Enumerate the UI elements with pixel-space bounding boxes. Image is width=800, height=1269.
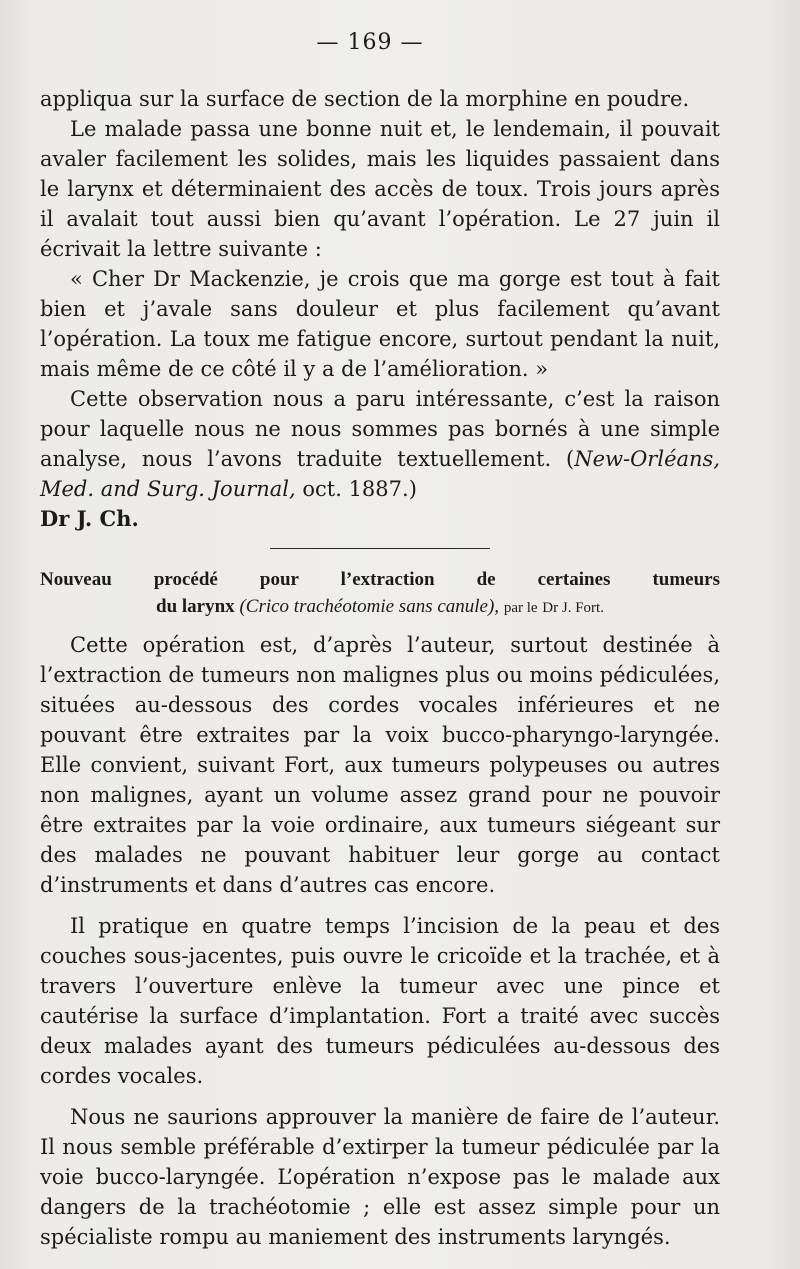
article-title-line2 [40, 593, 720, 622]
article-subtitle: (Crico trachéotomie sans canule), [239, 596, 500, 617]
paragraph-2: Le malade passa une bonne nuit et, le lendemain, il pouvait avaler facilement les solides, mais les liquides passaient dans le larynx et déterminaient des accès de toux. Trois jours après il avalait tout aussi bien qu’avant l’opération. Le 27 juin il écrivait la lettre suivante : [40, 117, 720, 261]
article-author: Dr J. Fort. [542, 600, 604, 616]
article-title-end: du larynx [156, 596, 235, 617]
paragraph-6: Il pratique en quatre temps l’incision de la peau et des couches sous-jacentes, puis ouvre le cricoïde et la trachée, et à travers l’ouverture enlève la tumeur avec une pince et cautérise la surface d’implantation. Fort a traité avec succès deux malades ayant des tumeurs pédiculées au-dessous des cordes vocales. [40, 914, 720, 1088]
article-heading [40, 566, 720, 622]
journal-title: New-Orléans, Med. and Surg. Journal, [40, 447, 720, 501]
page-text [40, 84, 720, 1252]
signature: Dr J. Ch. [40, 506, 139, 531]
paragraph-source [40, 384, 720, 504]
author-prefix: par le [503, 600, 538, 616]
quoted-letter: « Cher Dr Mackenzie, je crois que ma gorge est tout à fait bien et j’avale sans douleur et plus facilement qu’avant l’opération. La toux me fatigue encore, surtout pendant la nuit, mais même de ce côté il y a de l’amélioration. » [40, 267, 720, 381]
source-text: Cette observation nous a paru intéressante, c’est la raison pour laquelle nous ne nous sommes pas bornés à une simple analyse, nous l’avons traduite textuellement. ( [40, 387, 720, 471]
section-divider [270, 548, 490, 549]
paragraph-7: Nous ne saurions approuver la manière de faire de l’auteur. Il nous semble préférable d’extirper la tumeur pédiculée par la voie bucco-laryngée. L’opération n’expose pas le malade aux dangers de la trachéotomie ; elle est assez simple pour un spécialiste rompu au maniement des instruments laryngés. [40, 1105, 720, 1249]
article-title: Nouveau procédé pour l’extraction de certaines tumeurs [40, 569, 720, 590]
paragraph-5: Cette opération est, d’après l’auteur, surtout destinée à l’extraction de tumeurs non malignes plus ou moins pédiculées, situées au-dessous des cordes vocales inférieures et ne pouvant être extraites par la voix bucco-pharyngo-laryngée. Elle convient, suivant Fort, aux tumeurs polypeuses ou autres non malignes, ayant un volume assez grand pour ne pouvoir être extraites par la voie ordinaire, aux tumeurs siégeant sur des malades ne pouvant habituer leur gorge au contact d’instruments et dans d’autres cas encore. [40, 633, 720, 897]
paragraph-1: appliqua sur la surface de section de la morphine en poudre. [40, 87, 690, 111]
page-number: — 169 — [316, 30, 424, 55]
source-date: oct. 1887.) [295, 477, 417, 501]
